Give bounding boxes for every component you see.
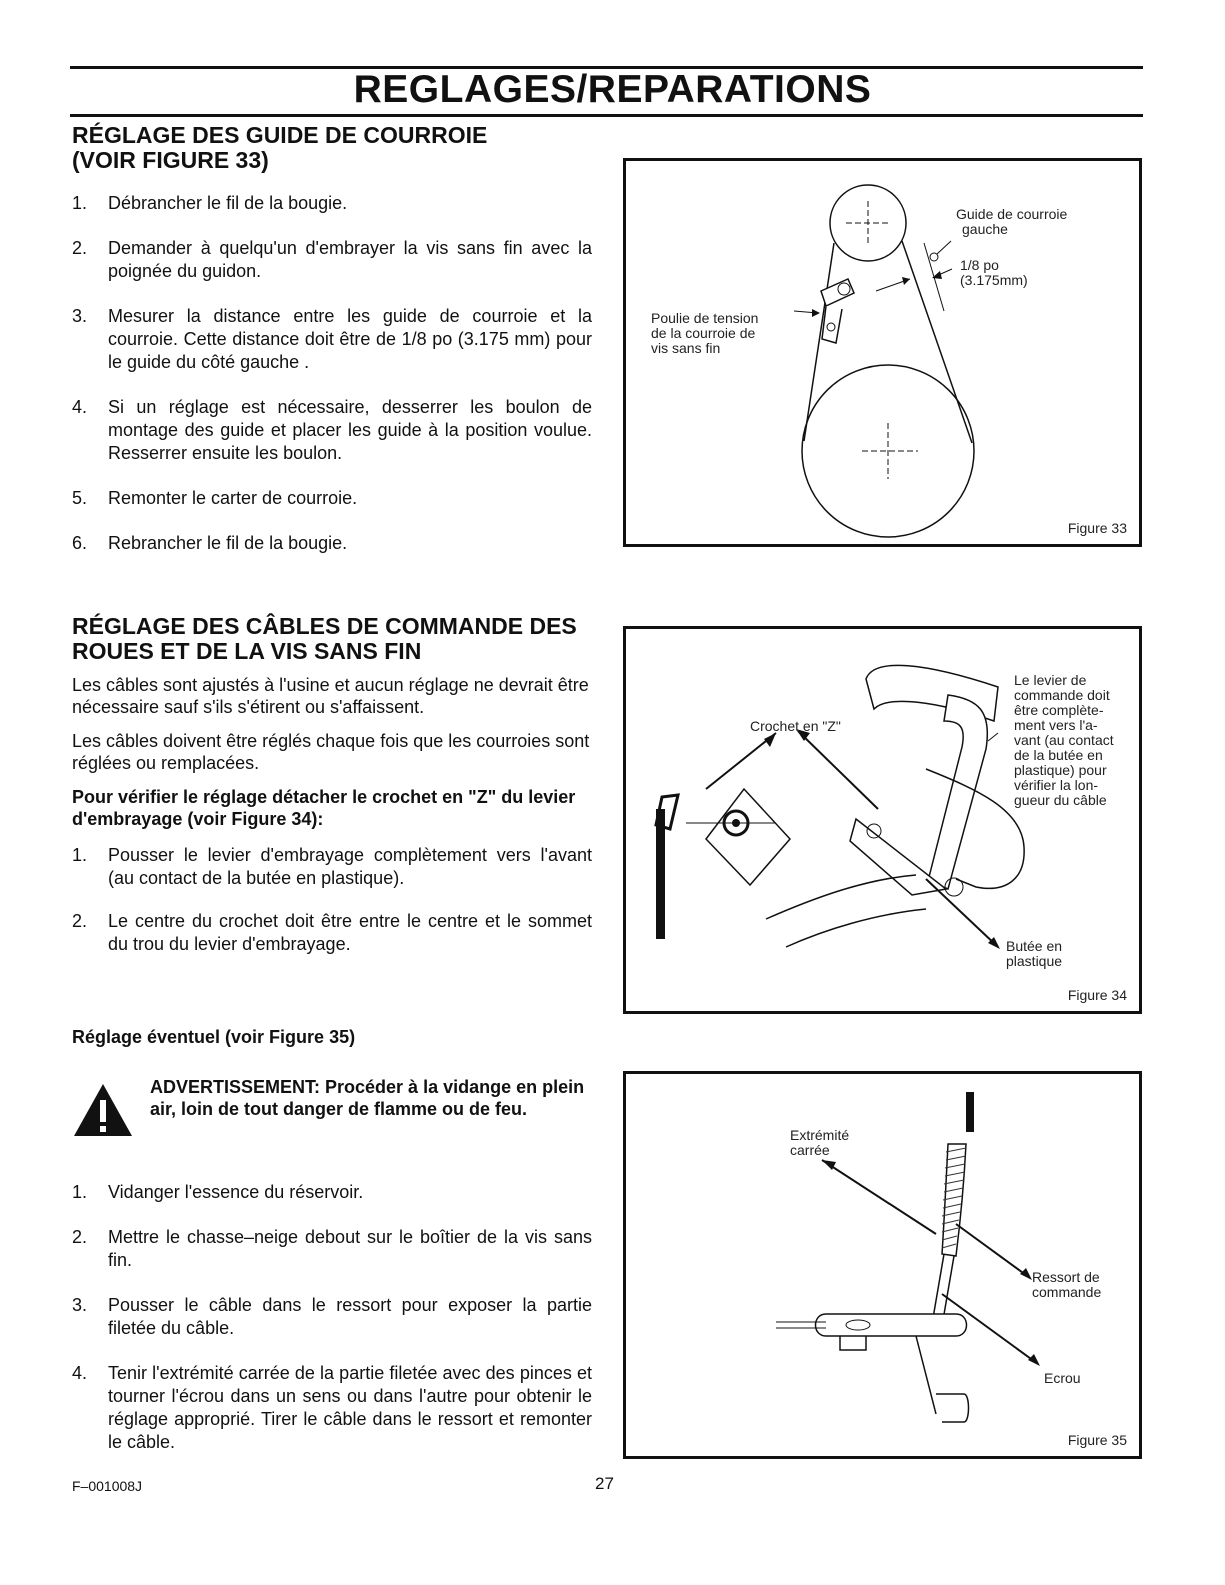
step: 4. Tenir l'extrémité carrée de la partie filetée avec des pinces et tourner l'écrou dans un sens ou dans l'autre pour obtenir le réglage approprié. Tirer le câble dans le ressort et remonter le câble. (72, 1363, 592, 1452)
document-code: F–001008J (72, 1478, 143, 1494)
title-underline (70, 114, 1143, 117)
figure-35 (623, 1071, 1142, 1459)
instruction-bold: Pour vérifier le réglage détacher le crochet en "Z" du levier d'embrayage (voir Figure 34): (72, 787, 576, 829)
step: 6. Rebrancher le fil de la bougie. (72, 533, 348, 553)
paragraph: Les câbles sont ajustés à l'usine et aucun réglage ne devrait être nécessaire sauf s'ils s'étirent ou s'affaissent. (72, 675, 589, 717)
page-title: REGLAGES/REPARATIONS (353, 68, 872, 111)
section-heading: RÉGLAGE DES CÂBLES DE COMMANDE DES (72, 613, 577, 639)
figure-33 (623, 158, 1142, 547)
warning-block (72, 1076, 592, 1146)
step: 1. Pousser le levier d'embrayage complètement vers l'avant (au contact de la butée en plastique). (72, 845, 592, 888)
section-cable-adjust (72, 614, 592, 956)
label-ecrou: Ecrou (1044, 1370, 1081, 1386)
step: 4. Si un réglage est nécessaire, desserrer les boulon de montage des guide et placer les guide à la position voulue. Resserrer ensuite les boulon. (72, 397, 592, 463)
figure-34 (623, 626, 1142, 1014)
label-guide: Guide de courroie gauche (956, 206, 1068, 237)
step: 2. Demander à quelqu'un d'embrayer la vis sans fin avec la poignée du guidon. (72, 238, 592, 281)
label-crochet: Crochet en "Z" (750, 718, 841, 734)
label-extremite: Extrémité carrée (790, 1127, 850, 1158)
figure-caption: Figure 33 (1067, 520, 1127, 536)
step: 1. Débrancher le fil de la bougie. (72, 193, 348, 213)
step: 2. Mettre le chasse–neige debout sur le boîtier de la vis sans fin. (72, 1227, 592, 1270)
step: 2. Le centre du crochet doit être entre le centre et le sommet du trou du levier d'embrayage. (72, 911, 592, 954)
section-eventual-adjust (72, 1026, 592, 1048)
figure-caption: Figure 34 (1067, 987, 1127, 1003)
step: 3. Pousser le câble dans le ressort pour exposer la partie filetée du câble. (72, 1295, 592, 1338)
step: 1. Vidanger l'essence du réservoir. (72, 1182, 364, 1202)
warning-text: ADVERTISSEMENT: Procéder à la vidange en plein air, loin de tout danger de flamme ou de feu. (150, 1077, 585, 1119)
section-heading: RÉGLAGE DES GUIDE DE COURROIE (72, 122, 488, 148)
section-heading-sub: ROUES ET DE LA VIS SANS FIN (72, 638, 422, 664)
step: 3. Mesurer la distance entre les guide de courroie et la courroie. Cette distance doit être de 1/8 po (3.175 mm) pour le guide du côté gauche . (72, 306, 592, 372)
label-ressort: Ressort de commande (1032, 1269, 1102, 1300)
section-belt-guide (72, 123, 592, 555)
warning-triangle-icon (72, 1082, 134, 1138)
subheading: Réglage éventuel (voir Figure 35) (72, 1027, 356, 1047)
section-eventual-steps (72, 1181, 592, 1454)
figure-caption: Figure 35 (1067, 1432, 1127, 1448)
step: 5. Remonter le carter de courroie. (72, 488, 358, 508)
page-number: 27 (595, 1474, 614, 1493)
cable-spring-diagram (626, 1074, 1139, 1456)
paragraph: Les câbles doivent être réglés chaque fois que les courroies sont réglées ou remplacées. (72, 731, 590, 773)
label-butee: Butée en plastique (1006, 938, 1063, 969)
label-poulie: Poulie de tension de la courroie de vis sans fin (651, 310, 759, 356)
label-distance: 1/8 po (3.175mm) (960, 257, 1028, 288)
label-levier: Le levier de commande doit être complète- ment vers l'a- vant (au contact de la butée en plastique) pour vérifier la lon- gueur du câble (1014, 672, 1114, 808)
section-heading-sub: (VOIR FIGURE 33) (72, 147, 269, 173)
